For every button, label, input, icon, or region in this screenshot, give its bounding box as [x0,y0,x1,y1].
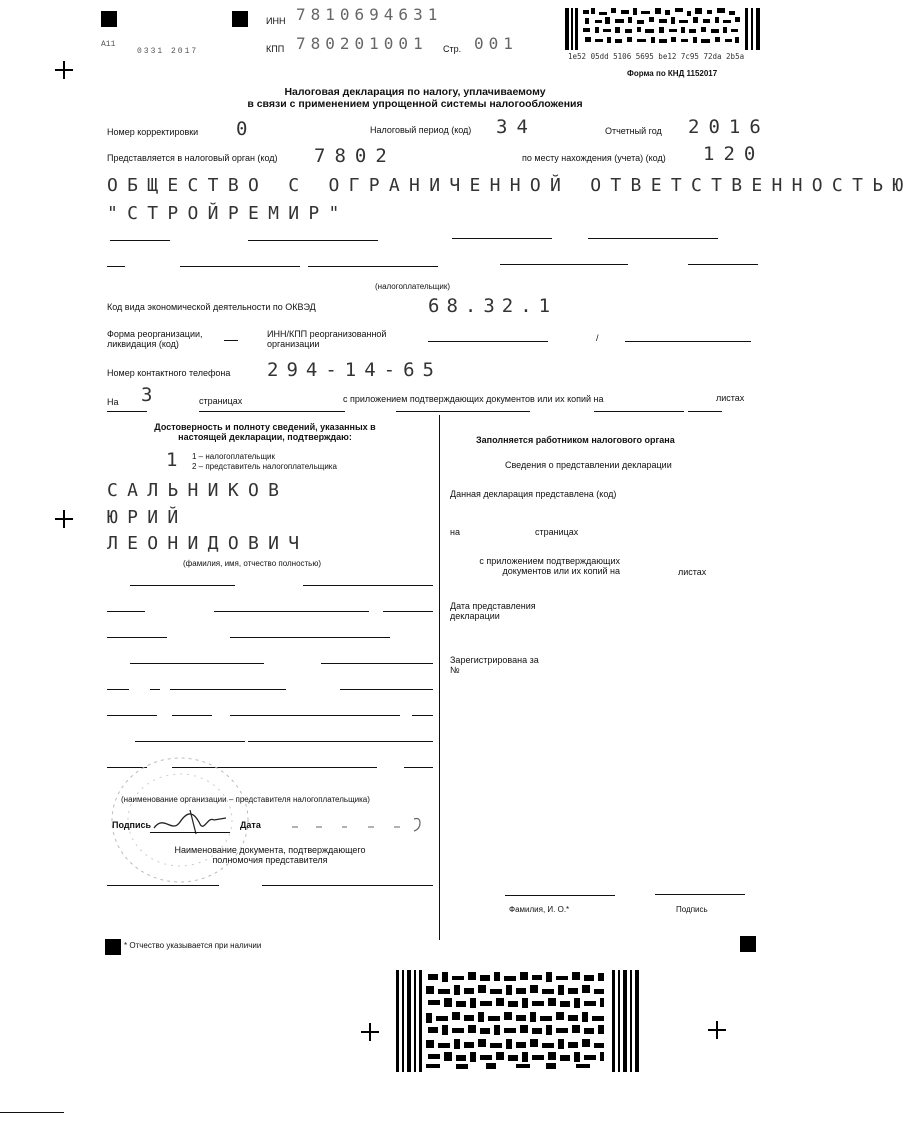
corner-marker-bottom-left [105,939,121,955]
right-sheets-label: листах [678,567,707,577]
signature-label: Подпись [112,820,152,830]
org-line [230,637,390,638]
doc-line [107,885,219,886]
org-caption: (наименование организации – представителя налогоплательщика) [121,795,370,804]
left-heading: Достоверность и полноту сведений, указанных в настоящей декларации, подтверждаю: [154,422,376,442]
name-line [110,240,170,241]
corner-marker-top-left [101,11,117,27]
document-title-line2: в связи с применением упрощенной системы налогообложения [247,98,583,110]
org-line [150,689,160,690]
date-label: Дата [240,820,261,830]
name-line [588,238,718,239]
signer-option-1: 1 – налогоплательщик [192,452,276,461]
year-label: Отчетный год [605,126,662,136]
submission-date-label: Дата представления декларации [450,601,536,621]
inn-value: 7810694631 [296,5,443,24]
attach-label: с приложением подтверждающих документов или их копий на [343,394,604,404]
right-heading: Заполняется работником налогового органа [476,435,675,445]
reorg-label: Форма реорганизации, ликвидация (код) [107,329,203,349]
corner-marker-top-mid [232,11,248,27]
org-line [248,741,433,742]
on-label: на [450,527,460,537]
page-value: 001 [474,34,518,53]
name-line [500,264,628,265]
registration-cross-mid [55,510,73,528]
reorg-code-line [224,340,238,341]
org-line [412,715,433,716]
registration-cross-bottom-right [708,1021,726,1039]
name-line [688,264,758,265]
right-fio-label: Фамилия, И. О.* [509,905,570,914]
reorg-inn-label: ИНН/КПП реорганизованной организации [267,329,387,349]
correction-value[interactable]: 0 [236,118,257,140]
section-divider [439,415,440,940]
org-line [107,611,145,612]
name-line [180,266,300,267]
reorg-inn-line [428,341,548,342]
page-label: Стр. [443,44,462,54]
period-value[interactable]: 34 [496,116,537,138]
phone-label: Номер контактного телефона [107,368,231,378]
organization-name-line1[interactable]: ОБЩЕСТВО С ОГРАНИЧЕННОЙ ОТВЕТСТВЕННОСТЬЮ [107,175,912,196]
org-line [214,611,369,612]
footer-note: * Отчество указывается при наличии [124,941,262,950]
pages-line [594,411,684,412]
location-value[interactable]: 120 [703,143,765,165]
organization-name-line2[interactable]: "СТРОЙРЕМИР" [107,203,349,224]
doc-caption: Наименование документа, подтверждающего полномочия представителя [174,845,366,865]
pages-value[interactable]: 3 [141,384,162,406]
org-line [172,715,212,716]
name-line [308,266,438,267]
taxpayer-caption: (налогоплательщик) [375,282,451,291]
year-code: 0331 2017 [137,47,199,56]
org-line [230,715,400,716]
sign-line [655,894,745,895]
page-edge-line [0,1112,64,1113]
okved-label: Код вида экономической деятельности по ОКВЭД [107,302,316,312]
org-line [170,689,286,690]
top-barcode [565,8,765,50]
signer-code[interactable]: 1 [166,449,187,471]
org-line [135,741,245,742]
pages-line [688,411,722,412]
signature-line [150,832,230,833]
signer-patronymic[interactable]: ЛЕОНИДОВИЧ [107,533,309,554]
org-line [107,689,129,690]
org-line [130,585,235,586]
reorg-slash: / [596,333,599,343]
right-pages-label: страницах [535,527,579,537]
right-subheading: Сведения о представлении декларации [505,460,672,470]
org-line [130,663,264,664]
okved-value[interactable]: 68.32.1 [428,295,558,317]
registration-cross-top [55,61,73,79]
authority-value[interactable]: 7802 [314,145,396,167]
pages-line [107,411,147,412]
pages-prefix: На [107,397,119,407]
right-attach-label: с приложением подтверждающих документов или их копий на [479,556,620,576]
org-line [107,637,167,638]
kpp-value: 780201001 [296,34,428,53]
reorg-kpp-line [625,341,751,342]
location-label: по месту нахождения (учета) (код) [522,153,666,163]
fio-line [505,895,615,896]
org-line [404,767,433,768]
phone-value[interactable]: 294-14-65 [267,359,442,381]
pages-line [199,411,345,412]
pages-line [396,411,530,412]
registered-label: Зарегистрирована за № [450,655,539,675]
authority-label: Представляется в налоговый орган (код) [107,153,278,163]
org-line [107,715,157,716]
sheets-label: листах [716,393,745,403]
correction-label: Номер корректировки [107,127,199,137]
org-line [303,585,433,586]
year-value[interactable]: 2016 [688,116,770,138]
name-line [248,240,378,241]
right-sign-label: Подпись [676,905,708,914]
document-title-line1: Налоговая декларация по налогу, уплачиваемому [284,86,546,98]
name-line [452,238,552,239]
pages-suffix: страницах [199,396,243,406]
org-line [340,689,433,690]
date-value-faint[interactable] [290,815,435,833]
signer-surname[interactable]: САЛЬНИКОВ [107,480,289,501]
submitted-label: Данная декларация представлена (код) [450,489,617,499]
fio-caption: (фамилия, имя, отчество полностью) [183,559,322,568]
org-line [383,611,433,612]
form-code: Форма по КНД 1152017 [627,69,718,78]
bottom-barcode [396,970,641,1072]
name-line [107,266,125,267]
corner-marker-bottom-right [740,936,756,952]
corner-code: A11 [101,40,116,49]
period-label: Налоговый период (код) [370,125,472,135]
top-barcode-text: 1e52 05dd 5106 5695 be12 7c95 72da 2b5a [568,52,745,61]
doc-line [262,885,433,886]
org-line [321,663,433,664]
kpp-label: КПП [266,44,285,54]
inn-label: ИНН [266,16,286,26]
registration-cross-bottom [361,1023,379,1041]
signer-option-2: 2 – представитель налогоплательщика [192,462,337,471]
signer-name[interactable]: ЮРИЙ [107,507,188,528]
